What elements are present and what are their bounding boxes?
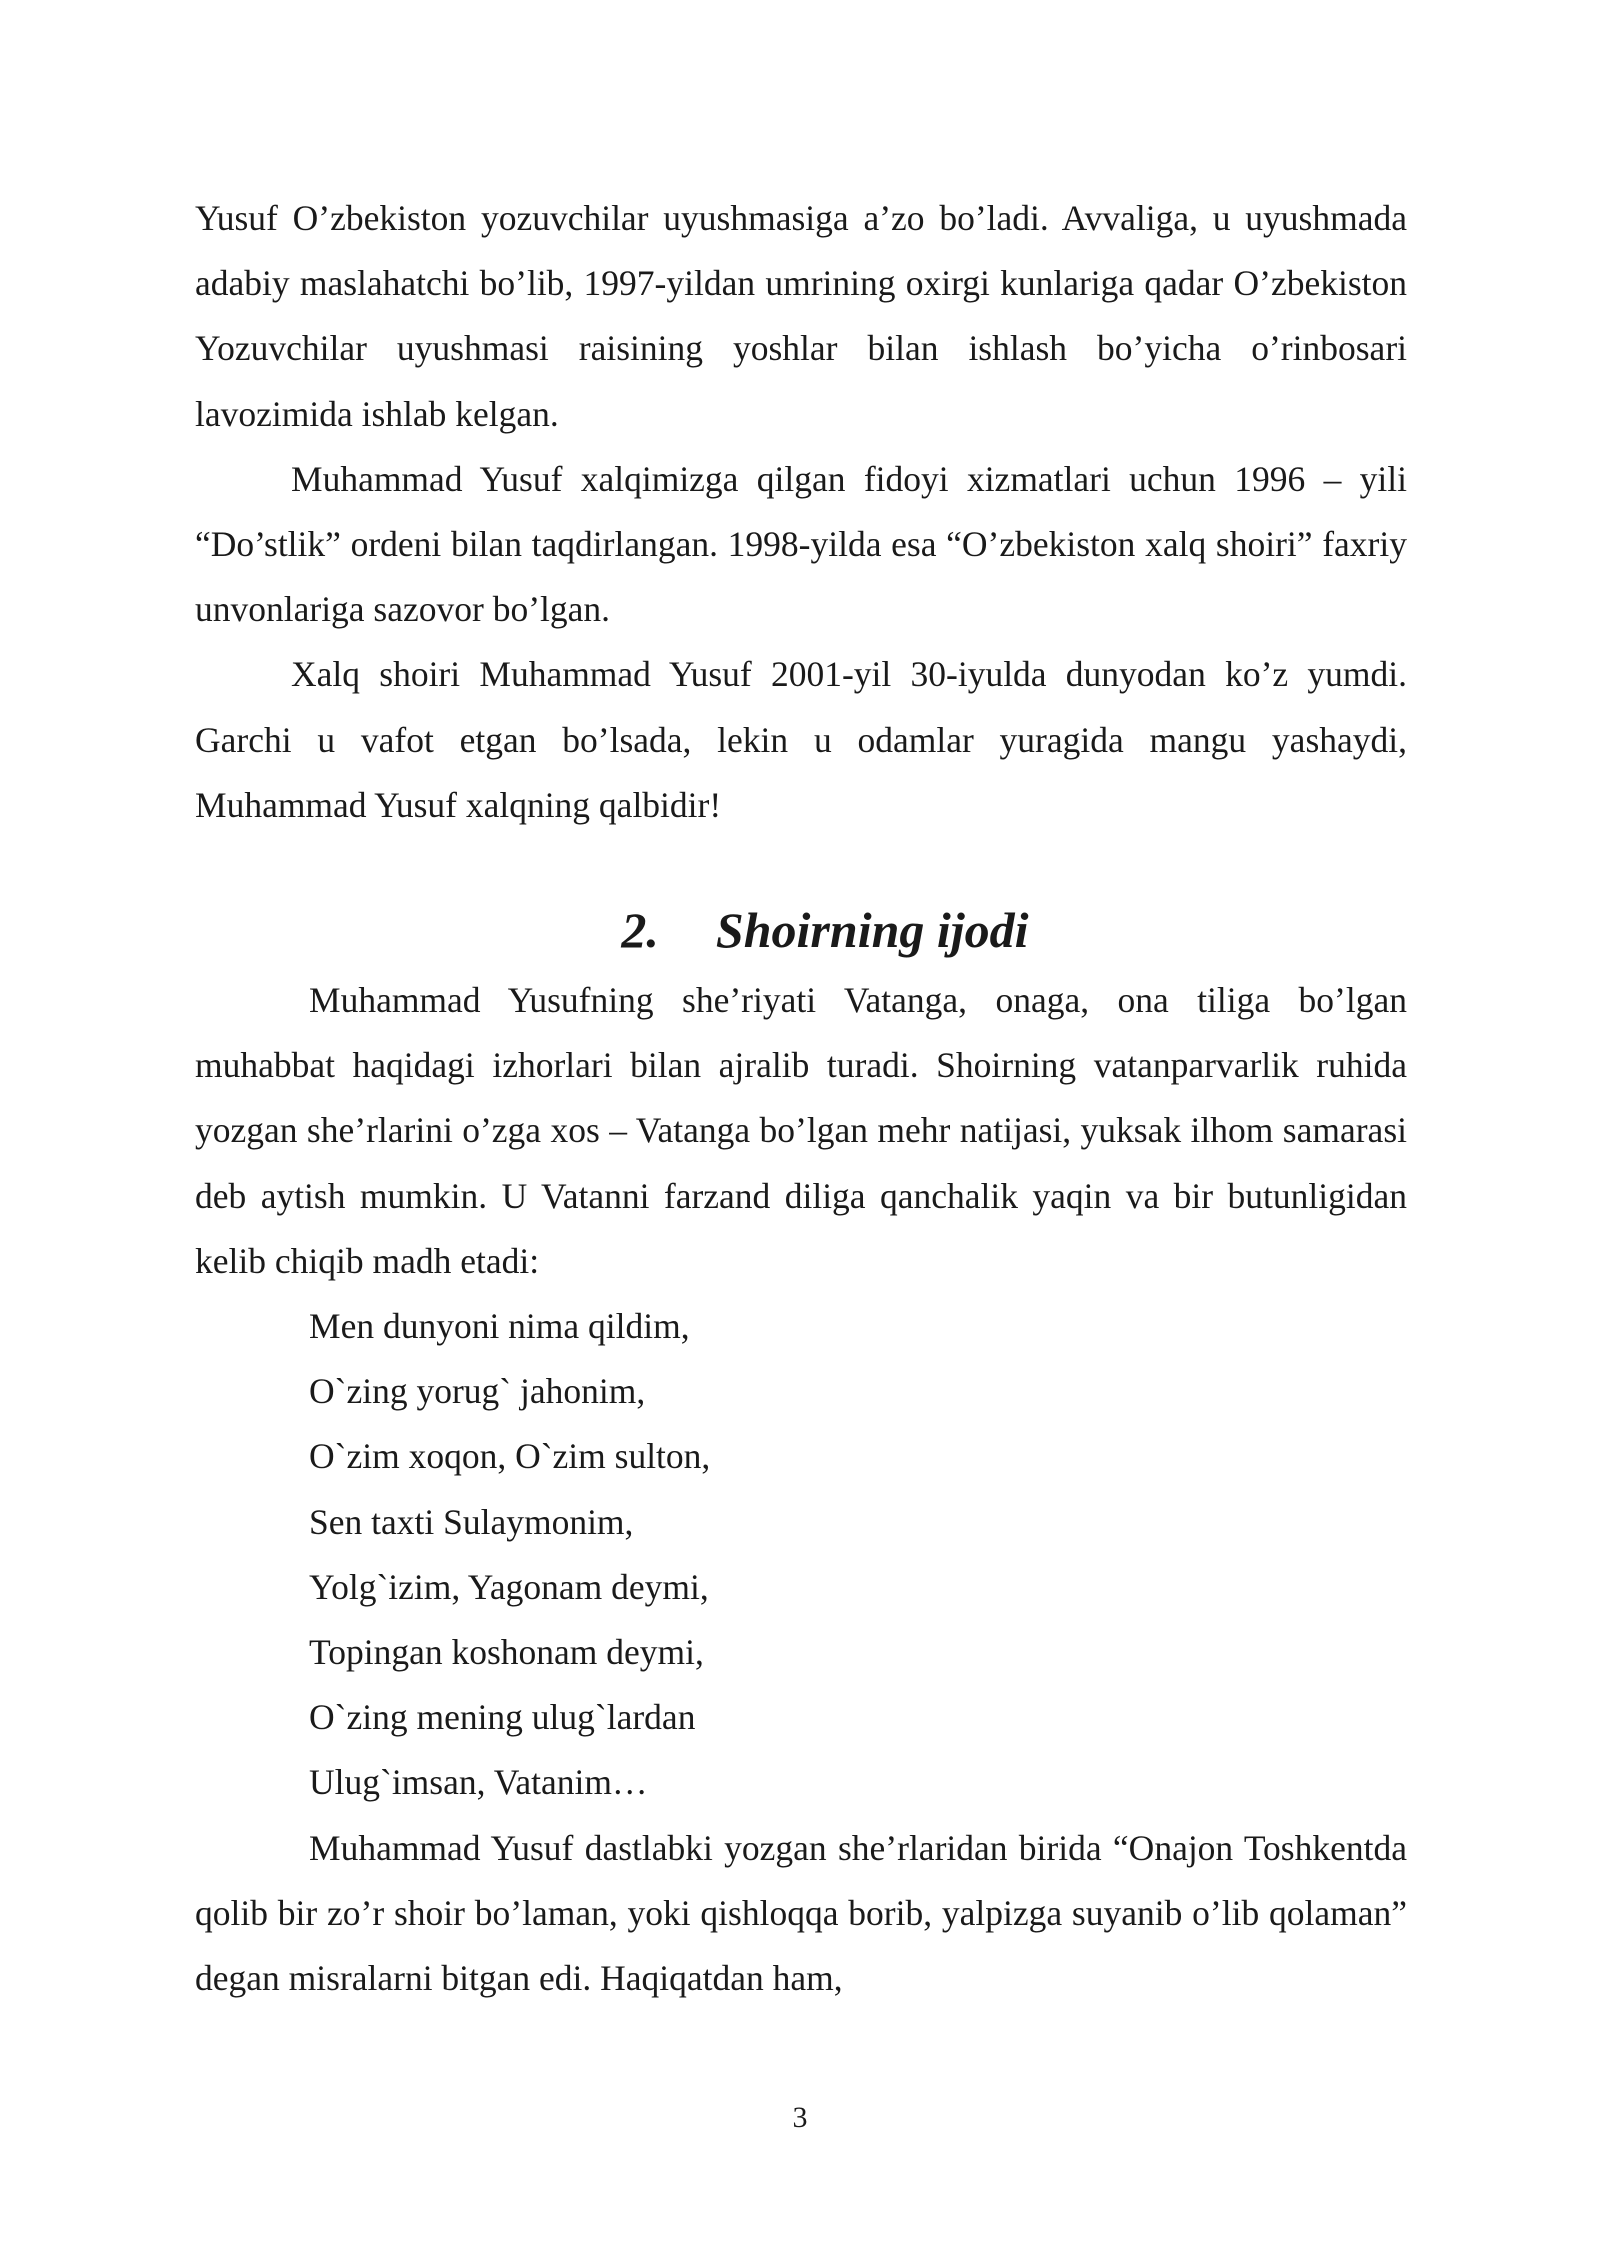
verse-line: O`zing mening ulug`lardan (309, 1697, 696, 1738)
section-number: 2. (621, 902, 659, 959)
verse-line: Sen taxti Sulaymonim, (309, 1501, 634, 1542)
intro-paragraph-3: Xalq shoiri Muhammad Yusuf 2001-yil 30-iyulda dunyodan ko’z yumdi. Garchi u vafot etgan bo’lsada, lekin u odamlar yuragida mangu yashaydi, Muhammad Yusuf xalqning qalbidir! (195, 654, 1407, 825)
verse-line: Ulug`imsan, Vatanim… (309, 1762, 648, 1803)
verse-line: Men dunyoni nima qildim, (309, 1306, 690, 1347)
verse-line: O`zing yorug` jahonim, (309, 1371, 646, 1412)
intro-paragraph-2: Muhammad Yusuf xalqimizga qilgan fidoyi xizmatlari uchun 1996 – yili “Do’stlik” ordeni bilan taqdirlangan. 1998-yilda esa “O’zbekiston xalq shoiri” faxriy unvonlariga sazovor bo’lgan. (195, 458, 1407, 630)
section-heading (195, 838, 1407, 968)
page-number: 3 (792, 2101, 808, 2134)
verse-line: Yolg`izim, Yagonam deymi, (309, 1566, 709, 1607)
section-paragraph-2: Muhammad Yusuf dastlabki yozgan she’rlaridan birida “Onajon Toshkentda qolib bir zo’r shoir bo’laman, yoki qishloqqa borib, yalpizga suyanib o’lib qolaman” degan misralarni bitgan edi. Haqiqatdan ham, (195, 1827, 1407, 1999)
poem-verse (195, 1294, 1407, 1816)
verse-line: O`zim xoqon, O`zim sulton, (309, 1436, 711, 1477)
document-body (195, 186, 1407, 2011)
intro-paragraph-1: Yusuf O’zbekiston yozuvchilar uyushmasiga a’zo bo’ladi. Avvaliga, u uyushmada adabiy maslahatchi bo’lib, 1997-yildan umrining oxirgi kunlariga qadar O’zbekiston Yozuvchilar uyushmasi raisining yoshlar bilan ishlash bo’yicha o’rinbosari lavozimida ishlab kelgan. (195, 198, 1407, 434)
section-paragraph-1: Muhammad Yusufning she’riyati Vatanga, onaga, ona tiliga bo’lgan muhabbat haqidagi izhorlari bilan ajralib turadi. Shoirning vatanparvarlik ruhida yozgan she’rlarini o’zga xos – Vatanga bo’lgan mehr natijasi, yuksak ilhom samarasi deb aytish mumkin. U Vatanni farzand diliga qanchalik yaqin va bir butunligidan kelib chiqib madh etadi: (195, 980, 1407, 1281)
verse-line: Topingan koshonam deymi, (309, 1632, 704, 1673)
section-title-text: Shoirning ijodi (715, 902, 1029, 959)
section-title (573, 900, 1028, 960)
